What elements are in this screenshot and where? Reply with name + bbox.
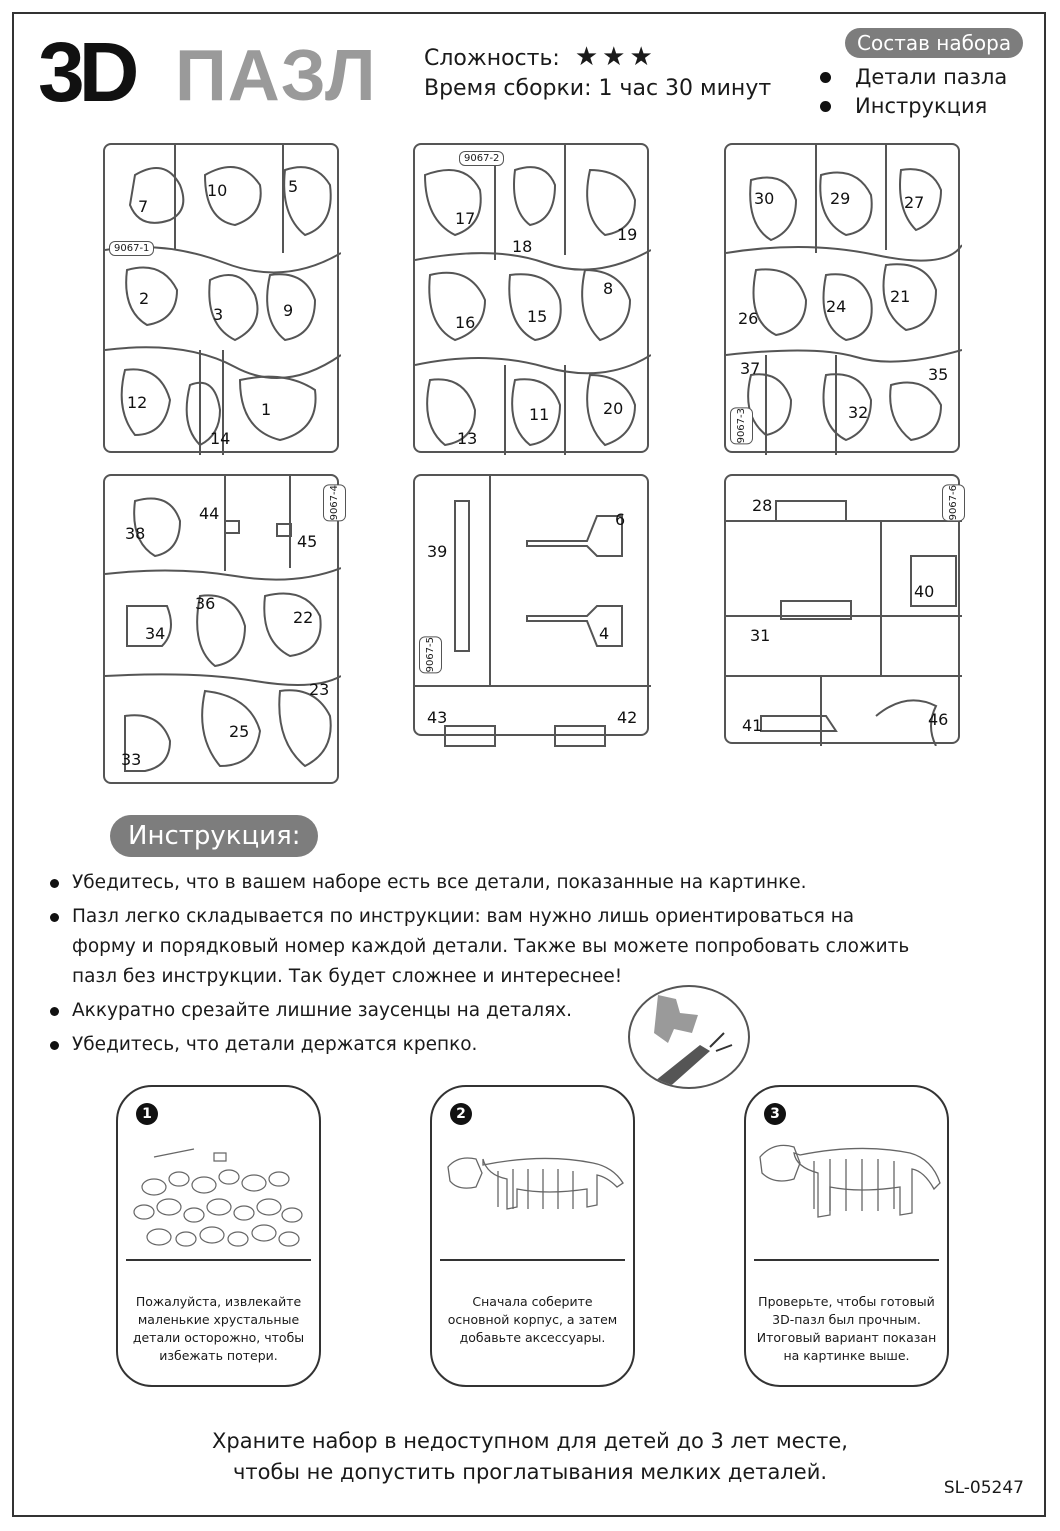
piece-number: 43 xyxy=(427,708,448,727)
difficulty-row xyxy=(424,42,657,74)
step-divider xyxy=(754,1259,939,1261)
sheet-code: 9067-4 xyxy=(323,484,346,521)
kit-list xyxy=(815,63,1007,121)
instructions-list xyxy=(40,868,960,1064)
puzzle-sheet-3 xyxy=(724,143,960,453)
loose-pieces-illustration xyxy=(124,1127,314,1257)
kit-item: Инструкция xyxy=(815,92,1007,121)
logo-3d: 3D xyxy=(38,25,134,119)
step-card-2 xyxy=(430,1085,635,1387)
piece-number: 31 xyxy=(750,626,771,645)
puzzle-sheet-4 xyxy=(103,474,339,784)
piece-number: 19 xyxy=(617,225,638,244)
piece-number: 15 xyxy=(527,307,548,326)
step-number: 3 xyxy=(764,1103,786,1125)
piece-number: 27 xyxy=(904,193,925,212)
step-card-1 xyxy=(116,1085,321,1387)
piece-number: 33 xyxy=(121,750,142,769)
finished-tiger-illustration xyxy=(752,1127,942,1257)
piece-number: 11 xyxy=(529,405,550,424)
step-caption: Сначала соберите основной корпус, а затем добавьте аксессуары. xyxy=(447,1294,618,1345)
piece-number: 44 xyxy=(199,504,220,523)
piece-number: 39 xyxy=(427,542,448,561)
difficulty-stars: ★★★ xyxy=(574,42,657,72)
instruction-item: Убедитесь, что в вашем наборе есть все детали, показанные на картинке. xyxy=(40,868,960,898)
piece-number: 25 xyxy=(229,722,250,741)
instructions-title-badge: Инструкция: xyxy=(110,815,318,857)
sheet-code: 9067-1 xyxy=(109,241,154,256)
step-caption: Проверьте, чтобы готовый 3D-пазл был прочным. Итоговый вариант показан на картинке выше. xyxy=(756,1294,937,1363)
step-divider xyxy=(126,1259,311,1261)
step-number: 1 xyxy=(136,1103,158,1125)
piece-number: 20 xyxy=(603,399,624,418)
puzzle-sheet-2 xyxy=(413,143,649,453)
piece-number: 36 xyxy=(195,594,216,613)
piece-number: 41 xyxy=(742,716,763,735)
sheet-code: 9067-3 xyxy=(730,407,753,444)
instruction-item: Убедитесь, что детали держатся крепко. xyxy=(40,1030,960,1060)
piece-number: 18 xyxy=(512,237,533,256)
piece-number: 2 xyxy=(139,289,150,308)
piece-number: 26 xyxy=(738,309,759,328)
piece-number: 34 xyxy=(145,624,166,643)
instruction-item: Аккуратно срезайте лишние заусенцы на деталях. xyxy=(40,996,960,1026)
product-sku: SL-05247 xyxy=(943,1478,1024,1498)
sheet-code: 9067-2 xyxy=(459,151,504,166)
piece-number: 35 xyxy=(928,365,949,384)
piece-number: 4 xyxy=(599,624,610,643)
piece-number: 13 xyxy=(457,429,478,448)
piece-number: 22 xyxy=(293,608,314,627)
difficulty-label: Сложность: xyxy=(424,46,560,71)
piece-number: 6 xyxy=(615,510,626,529)
sheet-code: 9067-6 xyxy=(942,484,965,521)
piece-number: 40 xyxy=(914,582,935,601)
puzzle-sheet-1 xyxy=(103,143,339,453)
puzzle-sheet-6 xyxy=(724,474,960,744)
piece-number: 37 xyxy=(740,359,761,378)
kit-item: Детали пазла xyxy=(815,63,1007,92)
puzzle-sheet-5 xyxy=(413,474,649,736)
sheet-frame-lines xyxy=(105,476,341,786)
step-card-3 xyxy=(744,1085,949,1387)
piece-number: 10 xyxy=(207,181,228,200)
piece-number: 24 xyxy=(826,297,847,316)
piece-number: 12 xyxy=(127,393,148,412)
piece-number: 21 xyxy=(890,287,911,306)
piece-number: 8 xyxy=(603,279,614,298)
warning-line: Храните набор в недоступном для детей до 3 лет месте, xyxy=(212,1429,848,1453)
piece-number: 3 xyxy=(213,305,224,324)
piece-number: 17 xyxy=(455,209,476,228)
logo-word: ПАЗЛ xyxy=(175,36,377,116)
piece-number: 5 xyxy=(288,177,299,196)
piece-number: 32 xyxy=(848,403,869,422)
piece-number: 9 xyxy=(283,301,294,320)
piece-number: 14 xyxy=(210,429,231,448)
trimming-tool-illustration xyxy=(628,985,750,1089)
scissors-icon xyxy=(630,987,748,1087)
piece-number: 29 xyxy=(830,189,851,208)
warning-line: чтобы не допустить проглатывания мелких деталей. xyxy=(232,1460,828,1484)
sheet-code: 9067-5 xyxy=(419,636,442,673)
kit-title-badge: Состав набора xyxy=(845,28,1023,58)
piece-number: 46 xyxy=(928,710,949,729)
piece-number: 30 xyxy=(754,189,775,208)
tiger-body-illustration xyxy=(438,1127,628,1257)
piece-number: 42 xyxy=(617,708,638,727)
sheet-frame-lines xyxy=(726,476,962,746)
step-caption: Пожалуйста, извлекайте маленькие хрустальные детали осторожно, чтобы избежать потери. xyxy=(132,1294,305,1363)
piece-number: 38 xyxy=(125,524,146,543)
piece-number: 28 xyxy=(752,496,773,515)
safety-warning xyxy=(0,1426,1060,1488)
piece-number: 7 xyxy=(138,197,149,216)
piece-number: 23 xyxy=(309,680,330,699)
instruction-item: Пазл легко складывается по инструкции: вам нужно лишь ориентироваться на форму и порядковый номер каждой детали. Также вы можете попробовать сложить пазл без инструкции. Так будет сложнее и интереснее! xyxy=(40,902,960,992)
piece-number: 1 xyxy=(261,400,272,419)
piece-number: 45 xyxy=(297,532,318,551)
step-divider xyxy=(440,1259,625,1261)
step-number: 2 xyxy=(450,1103,472,1125)
assembly-time: Время сборки: 1 час 30 минут xyxy=(424,76,772,101)
piece-number: 16 xyxy=(455,313,476,332)
